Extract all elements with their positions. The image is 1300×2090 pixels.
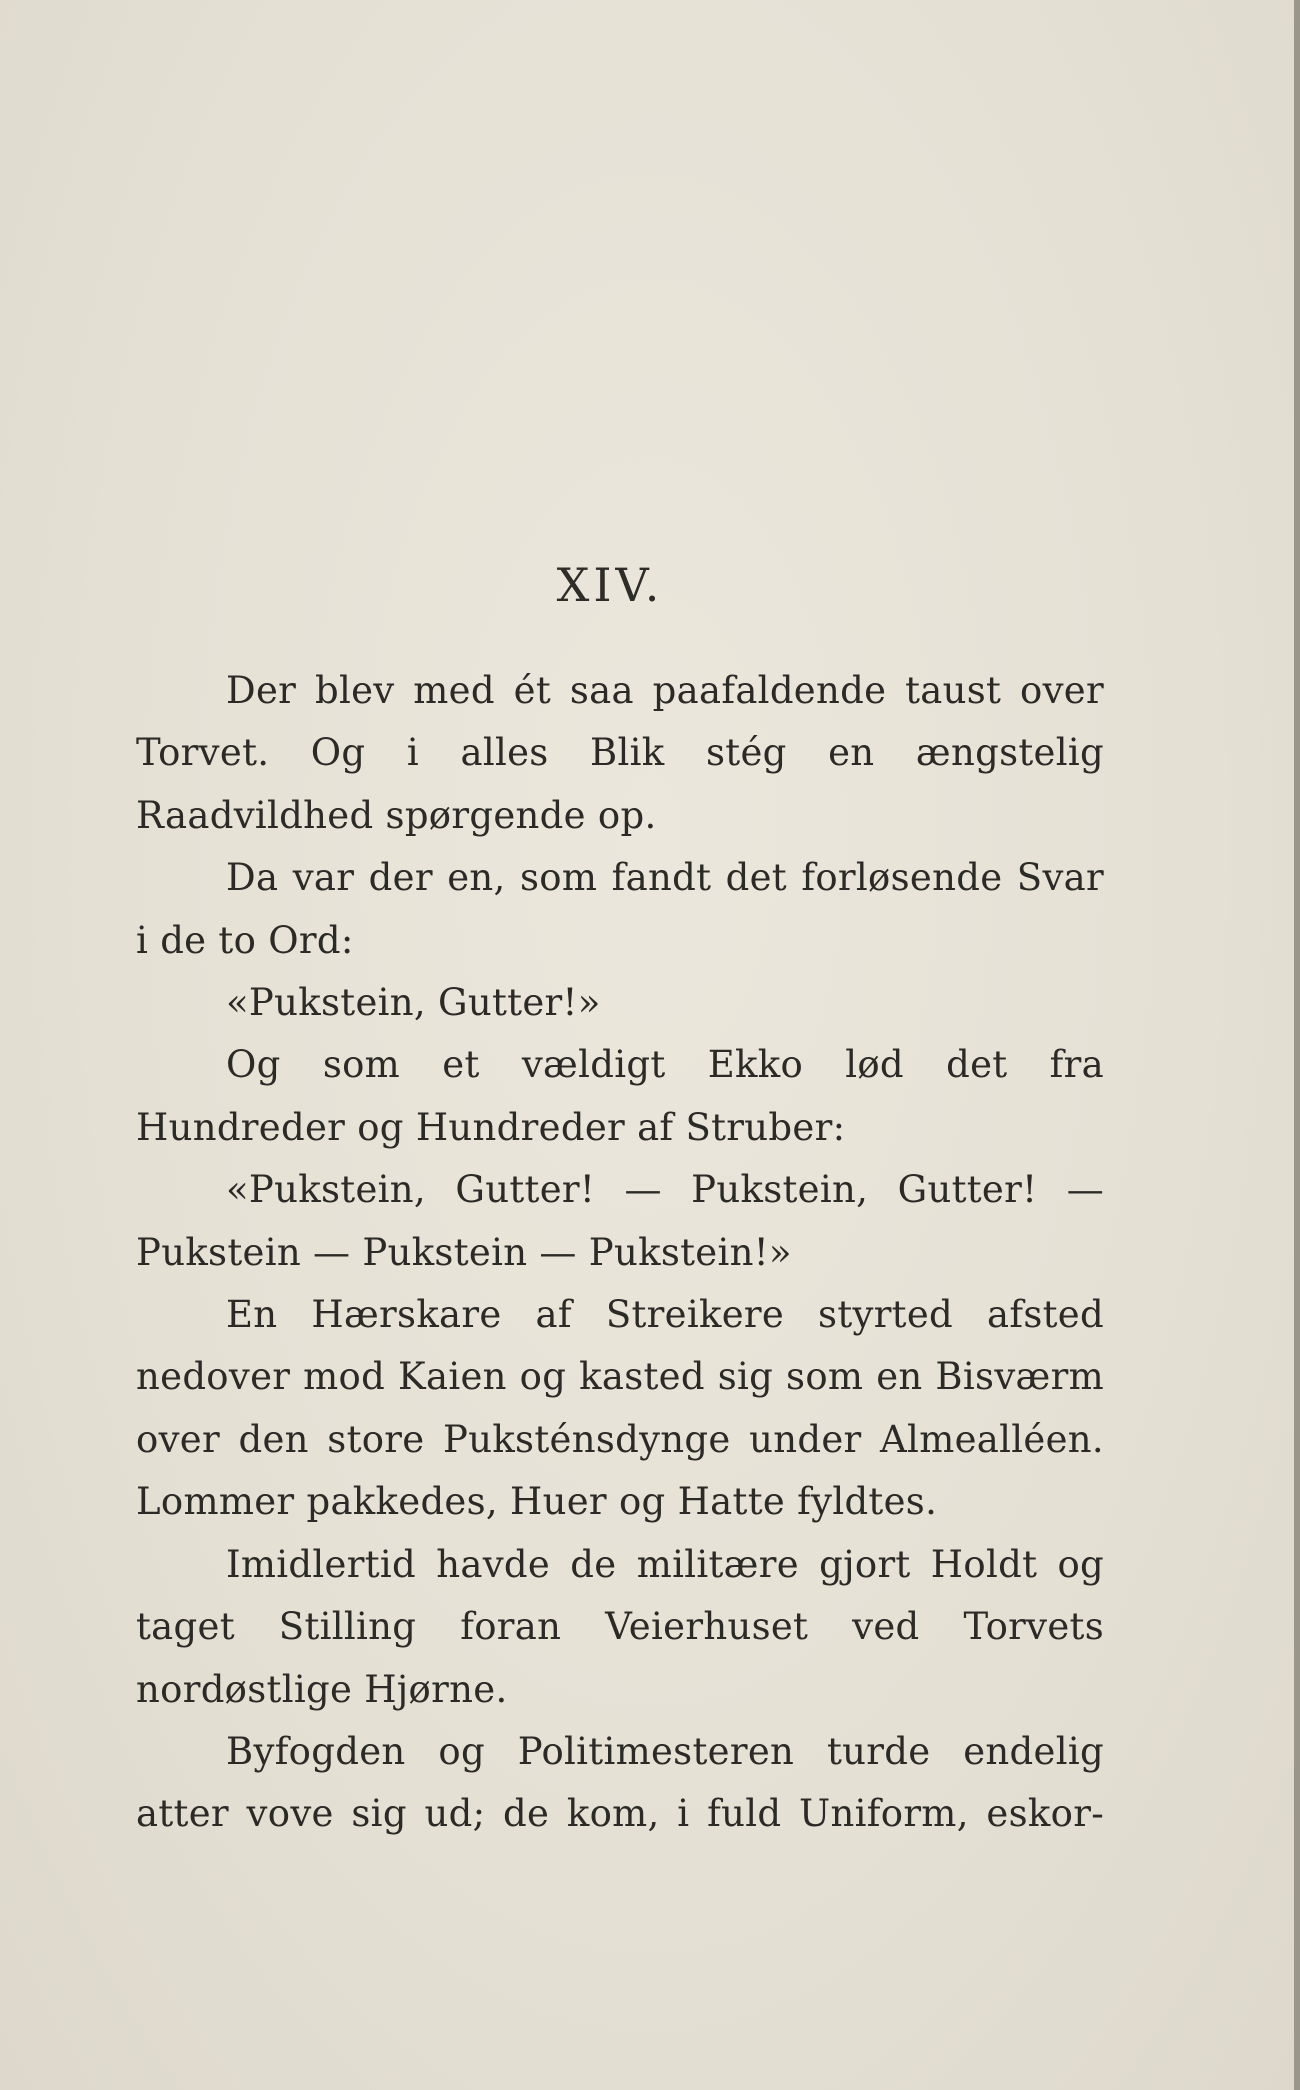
paragraph: Da var der en, som fandt det forløsende Svar i de to Ord: xyxy=(136,856,1104,962)
paragraph: «Pukstein, Gutter!» xyxy=(226,981,601,1025)
paragraph: Der blev med ét saa paafaldende taust over Torvet. Og i alles Blik stég en ængstelig Raadvildhed spørgende op. xyxy=(136,669,1104,837)
paragraph: En Hærskare af Streikere styrted afsted nedover mod Kaien og kasted sig som en Bisværm over den store Puksténsdynge under Almealléen. Lommer pakkedes, Huer og Hatte fyldtes. xyxy=(136,1293,1104,1524)
paragraph: «Pukstein, Gutter! — Pukstein, Gutter! — Pukstein — Pukstein — Pukstein!» xyxy=(136,1168,1104,1274)
paragraph: Byfogden og Politimesteren turde endelig atter vove sig ud; de kom, i fuld Uniform, eskor- xyxy=(136,1729,1104,1836)
chapter-heading: XIV. xyxy=(556,558,664,612)
paragraph: Imidlertid havde de militære gjort Holdt og taget Stilling foran Veierhuset ved Torvets nordøstlige Hjørne. xyxy=(136,1542,1104,1711)
paragraph: Og som et vældigt Ekko lød det fra Hundreder og Hundreder af Struber: xyxy=(136,1043,1104,1149)
page-edge xyxy=(1294,0,1300,2090)
body-text xyxy=(136,660,1104,1846)
